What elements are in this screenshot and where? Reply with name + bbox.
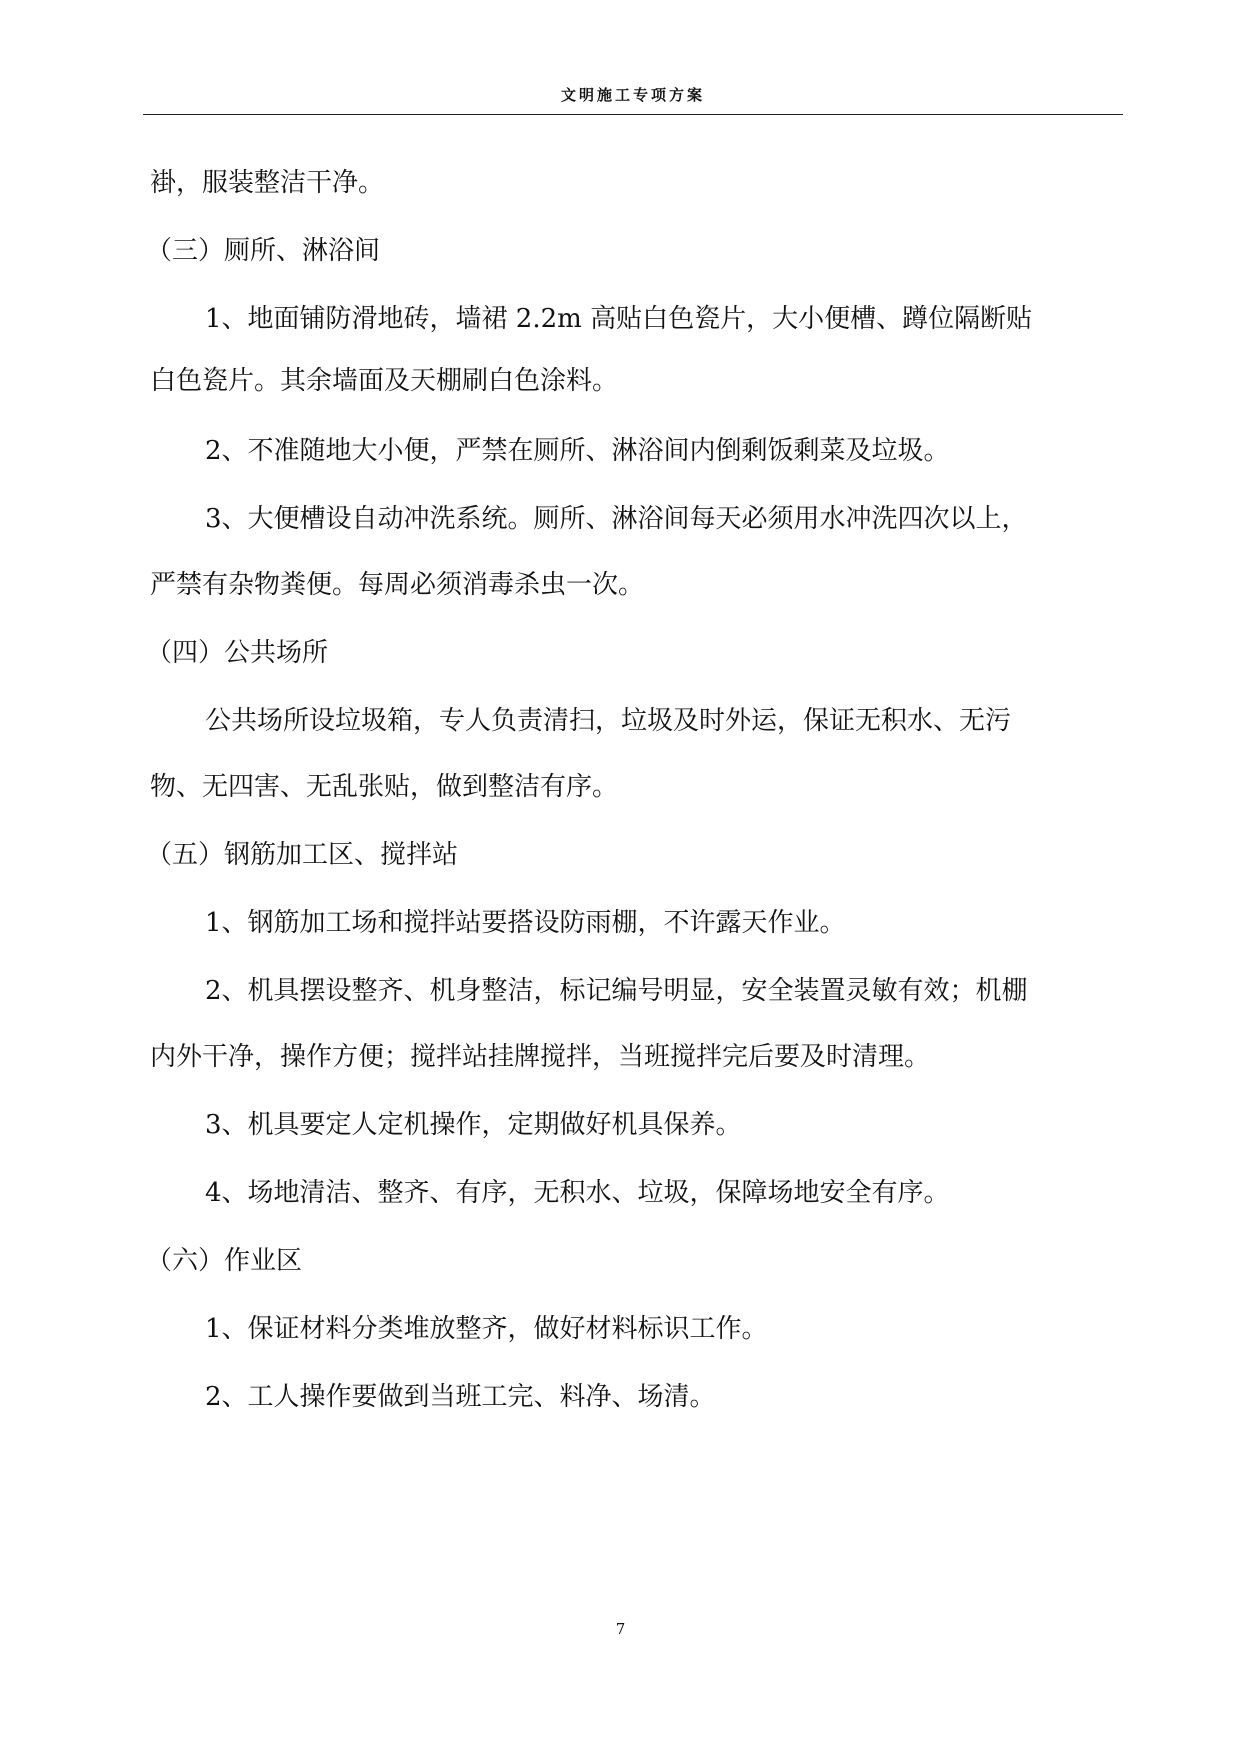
paragraph-3-3-line-2: 严禁有杂物粪便。每周必须消毒杀虫一次。 [150,570,645,600]
paragraph-5-4: 4、场地清洁、整齐、有序，无积水、垃圾，保障场地安全有序。 [205,1178,950,1208]
section-heading-4: （四）公共场所 [146,638,329,668]
paragraph-3-2: 2、不准随地大小便，严禁在厕所、淋浴间内倒剩饭剩菜及垃圾。 [205,436,950,466]
body-line-continuation: 褂，服装整洁干净。 [150,168,385,198]
paragraph-3-1-line-1: 1、地面铺防滑地砖，墙裙 2.2m 高贴白色瓷片，大小便槽、蹲位隔断贴 [205,304,1033,334]
paragraph-6-2: 2、工人操作要做到当班工完、料净、场清。 [205,1382,716,1412]
section-heading-3: （三）厕所、淋浴间 [146,236,381,266]
paragraph-3-1-line-2: 白色瓷片。其余墙面及天棚刷白色涂料。 [150,366,619,396]
paragraph-5-1: 1、钢筋加工场和搅拌站要搭设防雨棚，不许露天作业。 [205,908,846,938]
header-rule [143,114,1123,115]
page-number: 7 [615,1620,626,1638]
paragraph-5-2-line-1: 2、机具摆设整齐、机身整洁，标记编号明显，安全装置灵敏有效；机棚 [205,976,1028,1006]
paragraph-3-3-line-1: 3、大便槽设自动冲洗系统。厕所、淋浴间每天必须用水冲洗四次以上， [205,504,1028,534]
section-heading-5: （五）钢筋加工区、搅拌站 [146,840,459,870]
running-header: 文明施工专项方案 [560,86,705,104]
paragraph-5-2-line-2: 内外干净，操作方便；搅拌站挂牌搅拌，当班搅拌完后要及时清理。 [150,1042,931,1072]
section-heading-6: （六）作业区 [146,1246,303,1276]
paragraph-4-line-1: 公共场所设垃圾箱，专人负责清扫，垃圾及时外运，保证无积水、无污 [205,706,1012,736]
paragraph-4-line-2: 物、无四害、无乱张贴，做到整洁有序。 [150,772,619,802]
paragraph-6-1: 1、保证材料分类堆放整齐，做好材料标识工作。 [205,1314,768,1344]
paragraph-5-3: 3、机具要定人定机操作，定期做好机具保养。 [205,1110,742,1140]
